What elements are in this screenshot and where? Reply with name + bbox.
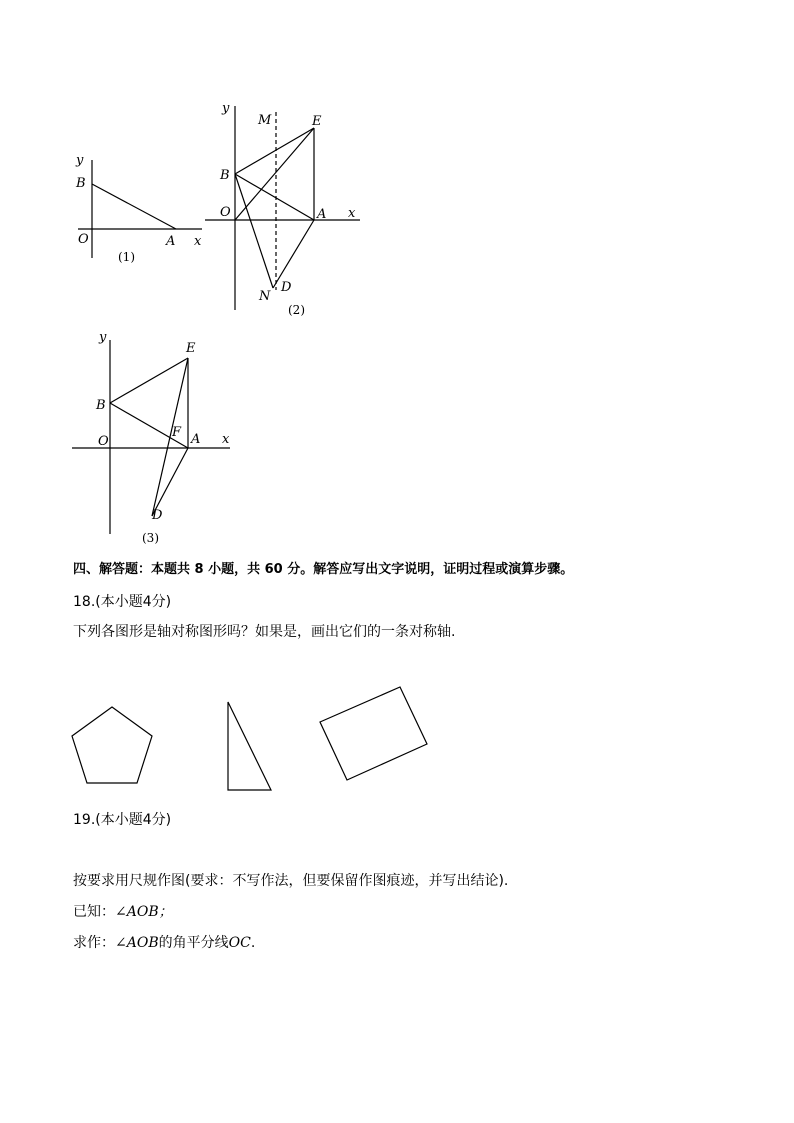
label-N: N (259, 289, 271, 304)
q19-header: 19.(本小题4分) (73, 812, 172, 828)
find-ray: OC (228, 935, 251, 951)
section-title (73, 560, 573, 580)
find-label: 求作： (73, 935, 115, 951)
q19-prompt: 按要求用尺规作图(要求：不写作法，但要保留作图痕迹，并写出结论). (73, 873, 509, 889)
label-B: B (96, 398, 106, 413)
label-B: B (76, 176, 86, 191)
find-angle: ∠AOB (115, 935, 159, 951)
pentagon-shape (72, 707, 152, 783)
caption-3: (3) (142, 531, 159, 545)
segment-DA (152, 448, 188, 516)
label-E: E (186, 341, 196, 356)
label-D: D (152, 508, 163, 523)
figure-2 (200, 100, 370, 322)
label-E: E (312, 114, 322, 129)
segment-BE (235, 128, 314, 174)
label-A: A (317, 207, 327, 222)
segment-BA (235, 174, 314, 220)
given-label: 已知： (73, 904, 115, 920)
q18-header: 18.(本小题4分) (73, 594, 172, 610)
q19-find (73, 933, 255, 953)
q18-prompt: 下列各图形是轴对称图形吗？如果是，画出它们的一条对称轴. (73, 624, 456, 640)
segment-BE (110, 358, 188, 403)
label-x: x (348, 206, 356, 221)
label-M: M (258, 113, 272, 128)
label-x: x (194, 234, 202, 249)
caption-1: (1) (118, 250, 135, 264)
section-title-text: 四、解答题：本题共 8 小题，共 60 分。解答应写出文字说明，证明过程或演算步骤。 (73, 562, 574, 577)
figure-3 (70, 330, 240, 550)
caption-2: (2) (288, 303, 305, 317)
label-A: A (191, 432, 201, 447)
label-O: O (78, 232, 89, 247)
q18-shapes (60, 680, 440, 800)
q19-given (73, 902, 173, 922)
label-B: B (220, 168, 230, 183)
segment-BD (235, 174, 273, 288)
segment-ED (152, 358, 188, 516)
label-F: F (172, 425, 182, 440)
label-y: y (99, 330, 107, 345)
label-y: y (222, 101, 230, 116)
right-triangle-shape (228, 702, 271, 790)
label-O: O (98, 434, 109, 449)
label-O: O (220, 205, 231, 220)
rectangle-shape (320, 687, 427, 780)
label-y: y (76, 153, 84, 168)
label-x: x (222, 432, 230, 447)
find-rest: 的角平分线 (158, 935, 229, 951)
segment-BA (92, 184, 176, 229)
find-end: . (250, 935, 256, 951)
given-angle: ∠AOB； (115, 904, 173, 920)
segment-DA (273, 220, 314, 288)
label-D: D (281, 280, 292, 295)
figure-1 (70, 150, 210, 270)
segment-OE (235, 128, 314, 220)
label-A: A (166, 234, 176, 249)
